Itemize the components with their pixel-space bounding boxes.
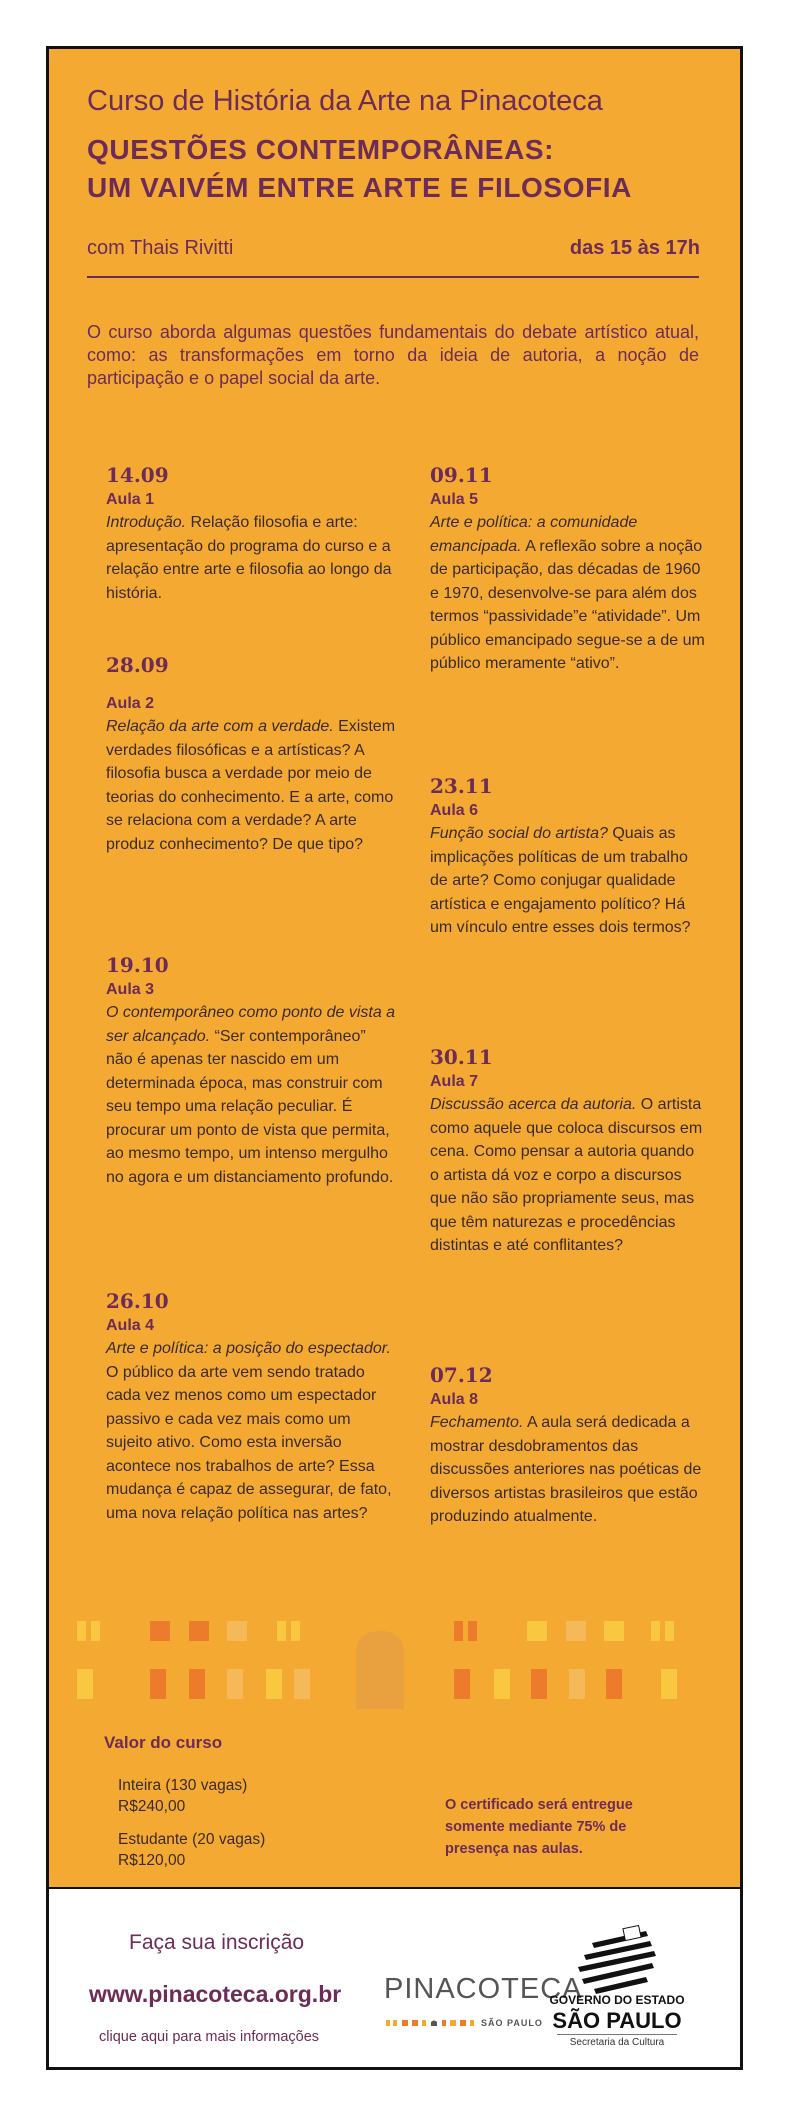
lesson-description	[106, 715, 396, 856]
lesson-topic: Fechamento.	[430, 1414, 524, 1431]
facade-pattern	[49, 1612, 740, 1712]
lesson-2	[106, 653, 396, 856]
course-subtitle-line2: UM VAIVÉM ENTRE ARTE E FILOSOFIA	[87, 172, 632, 203]
pinacoteca-logo-dots	[386, 2018, 476, 2028]
course-title: Curso de História da Arte na Pinacoteca	[87, 85, 603, 117]
lesson-topic: Relação da arte com a verdade.	[106, 718, 334, 735]
lesson-topic: Introdução.	[106, 514, 187, 531]
pattern-window	[77, 1621, 86, 1641]
lesson-number: Aula 6	[430, 802, 479, 819]
lesson-8	[430, 1363, 706, 1529]
price-student	[118, 1829, 265, 1871]
pattern-window	[150, 1621, 170, 1641]
gov-logo-divider	[557, 2034, 677, 2035]
pattern-window	[651, 1621, 660, 1641]
gov-logo-line3: Secretaria da Cultura	[569, 2037, 665, 2048]
lesson-number: Aula 1	[106, 491, 155, 508]
lesson-text: A reflexão sobre a noção de participação, das décadas de 1960 e 1970, desenvolve-se para além dos termos “passividade”e “atividade”. Um público emancipado segue-se a de um público meramente “ativo”.	[430, 537, 705, 672]
flyer-frame	[46, 46, 743, 2070]
pattern-window	[661, 1669, 677, 1699]
lesson-text: Quais as implicações políticas de um trabalho de arte? Como conjugar qualidade artística e engajamento político? Há um vínculo entre esses dois termos?	[430, 825, 691, 936]
course-subtitle-line1: QUESTÕES CONTEMPORÂNEAS:	[87, 134, 555, 165]
lesson-description	[430, 1093, 706, 1258]
lesson-6	[430, 774, 706, 940]
pattern-window	[91, 1621, 100, 1641]
footer	[49, 1887, 740, 2069]
course-subtitle	[87, 131, 632, 207]
pinacoteca-logo: PINACOTECA	[384, 1973, 583, 2005]
lesson-topic: Arte e política: a posição do espectador.	[106, 1340, 391, 1357]
price-full-label: Inteira (130 vagas)	[118, 1777, 248, 1794]
lesson-description	[430, 1411, 706, 1529]
lesson-text: Relação filosofia e arte: apresentação do programa do curso e a relação entre arte e filosofia ao longo da história.	[106, 514, 392, 602]
lesson-5	[430, 463, 706, 676]
lesson-4	[106, 1289, 396, 1525]
lesson-date: 28.09	[106, 653, 169, 677]
lesson-3	[106, 953, 396, 1189]
pattern-window	[527, 1621, 547, 1641]
pattern-window	[468, 1621, 477, 1641]
lesson-number: Aula 8	[430, 1391, 479, 1408]
pricing-title: Valor do curso	[104, 1733, 223, 1752]
pattern-window	[291, 1621, 300, 1641]
lesson-date: 30.11	[430, 1045, 493, 1069]
price-full	[118, 1775, 247, 1817]
arch-door	[356, 1631, 404, 1709]
instructor: com Thais Rivitti	[87, 237, 234, 259]
website-link[interactable]: www.pinacoteca.org.br	[89, 1981, 342, 2007]
intro-paragraph: O curso aborda algumas questões fundamentais do debate artístico atual, como: as transformações em torno da ideia de autoria, a noção de participação e o papel social da arte.	[87, 322, 699, 388]
lesson-number: Aula 5	[430, 491, 479, 508]
lesson-number: Aula 4	[106, 1317, 155, 1334]
lesson-number: Aula 3	[106, 981, 155, 998]
pattern-window	[227, 1669, 243, 1699]
pattern-window	[566, 1621, 586, 1641]
flyer-body	[49, 49, 740, 1887]
lesson-description	[106, 1001, 396, 1189]
pattern-window	[266, 1669, 282, 1699]
price-student-label: Estudante (20 vagas)	[118, 1831, 266, 1848]
lesson-date: 26.10	[106, 1289, 169, 1313]
more-info-link[interactable]: clique aqui para mais informações	[99, 2029, 320, 2045]
price-full-value: R$240,00	[118, 1798, 186, 1815]
certificate-note: O certificado será entregue somente mediante 75% de presença nas aulas.	[445, 1797, 633, 1857]
lesson-date: 09.11	[430, 463, 493, 487]
pattern-window	[665, 1621, 674, 1641]
lesson-text: Existem verdades filosóficas e a artísticas? A filosofia busca a verdade por meio de teorias do conhecimento. E a arte, como se relaciona com a verdade? A arte produz conhecimento? De que tipo?	[106, 718, 396, 853]
pattern-window	[606, 1669, 622, 1699]
pattern-window	[569, 1669, 585, 1699]
lesson-description	[106, 511, 396, 605]
pattern-window	[277, 1621, 286, 1641]
pattern-window	[454, 1669, 470, 1699]
price-student-value: R$120,00	[118, 1852, 186, 1869]
pattern-window	[189, 1621, 209, 1641]
lesson-date: 19.10	[106, 953, 169, 977]
pattern-window	[150, 1669, 166, 1699]
pattern-window	[77, 1669, 93, 1699]
lesson-topic: Função social do artista?	[430, 825, 608, 842]
schedule-hours: das 15 às 17h	[569, 237, 700, 259]
lesson-text: O público da arte vem sendo tratado cada vez menos como um espectador passivo e cada vez mais como um sujeito ativo. Como esta inversão acontece nos trabalhos de arte? Essa mudança é capaz de assegurar, de fato, uma nova relação política nas artes?	[106, 1363, 392, 1522]
pattern-window	[454, 1621, 463, 1641]
lesson-description	[430, 511, 706, 676]
lesson-7	[430, 1045, 706, 1258]
lesson-text: A aula será dedicada a mostrar desdobramentos das discussões anteriores nas poéticas de diversos artistas brasileiros que estão produzindo atualmente.	[430, 1414, 702, 1525]
lesson-1	[106, 463, 396, 605]
pinacoteca-logo-subtitle: SÃO PAULO	[481, 2018, 543, 2028]
pattern-window	[227, 1621, 247, 1641]
lesson-topic: O contemporâneo como ponto de vista a ser alcançado.	[106, 1004, 396, 1045]
lesson-text: “Ser contemporâneo” não é apenas ter nascido em um determinada época, mas construir com seu tempo uma relação peculiar. É procurar um ponto de vista que permita, ao mesmo tempo, um intenso mergulho no agora e um distanciamento profundo.	[106, 1027, 394, 1186]
pattern-window	[604, 1621, 624, 1641]
lesson-date: 14.09	[106, 463, 169, 487]
lesson-date: 07.12	[430, 1363, 493, 1387]
pattern-window	[189, 1669, 205, 1699]
lesson-description	[106, 1337, 396, 1525]
title-divider	[87, 276, 699, 278]
gov-logo-line1: GOVERNO DO ESTADO	[549, 1993, 685, 2007]
signup-cta: Faça sua inscrição	[129, 1931, 305, 1954]
lesson-number: Aula 2	[106, 695, 155, 712]
gov-logo-line2: SÃO PAULO	[552, 2008, 682, 2033]
lesson-number: Aula 7	[430, 1073, 479, 1090]
lesson-date: 23.11	[430, 774, 493, 798]
lesson-topic: Discussão acerca da autoria.	[430, 1096, 637, 1113]
pattern-window	[494, 1669, 510, 1699]
lesson-description	[430, 822, 706, 940]
lesson-topic: Arte e política: a comunidade emancipada.	[430, 514, 638, 555]
pattern-window	[531, 1669, 547, 1699]
pattern-window	[294, 1669, 310, 1699]
lesson-text: O artista como aquele que coloca discursos em cena. Como pensar a autoria quando o artista dá voz e corpo a discursos que não são propriamente seus, mas que têm naturezas e procedências distintas e até conflitantes?	[430, 1096, 703, 1254]
